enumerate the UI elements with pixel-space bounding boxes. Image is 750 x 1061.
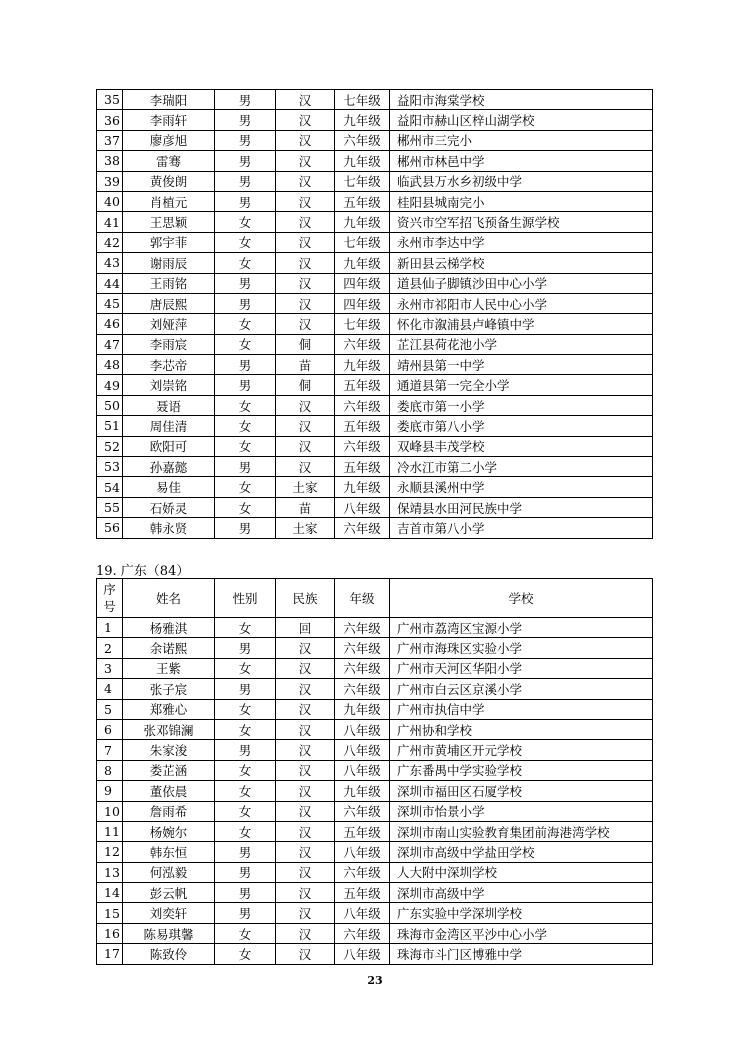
table-row xyxy=(97,923,653,943)
table-row xyxy=(97,719,653,739)
cell-grade: 七年级 xyxy=(335,171,390,191)
cell-gender: 女 xyxy=(215,719,276,739)
cell-number: 2 xyxy=(97,638,123,658)
cell-ethnicity: 汉 xyxy=(276,436,335,456)
cell-school: 广州市海珠区实验小学 xyxy=(390,638,653,658)
table-row xyxy=(97,518,653,538)
table-row xyxy=(97,699,653,719)
table-row xyxy=(97,171,653,191)
cell-name: 谢雨辰 xyxy=(123,253,215,273)
cell-number: 45 xyxy=(97,293,123,313)
cell-name: 杨雅淇 xyxy=(123,618,215,638)
table-header xyxy=(97,579,653,618)
cell-gender: 女 xyxy=(215,334,276,354)
cell-number: 8 xyxy=(97,760,123,780)
table-row xyxy=(97,457,653,477)
student-table-continued xyxy=(96,89,653,539)
cell-school: 道县仙子脚镇沙田中心小学 xyxy=(390,273,653,293)
cell-gender: 男 xyxy=(215,191,276,211)
table-row xyxy=(97,253,653,273)
cell-grade: 六年级 xyxy=(335,618,390,638)
cell-school: 广州市荔湾区宝源小学 xyxy=(390,618,653,638)
cell-gender: 男 xyxy=(215,457,276,477)
cell-number: 1 xyxy=(97,618,123,638)
cell-name: 廖彦旭 xyxy=(123,130,215,150)
student-table-guangdong xyxy=(96,578,653,965)
cell-name: 陈致伶 xyxy=(123,944,215,964)
cell-grade: 九年级 xyxy=(335,151,390,171)
cell-grade: 五年级 xyxy=(335,457,390,477)
table-row xyxy=(97,90,653,110)
cell-name: 李雨宸 xyxy=(123,334,215,354)
cell-school: 广东实验中学深圳学校 xyxy=(390,903,653,923)
cell-grade: 六年级 xyxy=(335,638,390,658)
header-school: 学校 xyxy=(390,579,653,618)
cell-school: 永州市李达中学 xyxy=(390,232,653,252)
table-row xyxy=(97,416,653,436)
cell-grade: 六年级 xyxy=(335,130,390,150)
cell-name: 刘娅萍 xyxy=(123,314,215,334)
cell-school: 通道县第一完全小学 xyxy=(390,375,653,395)
table-row xyxy=(97,903,653,923)
table-row xyxy=(97,801,653,821)
cell-name: 唐辰熙 xyxy=(123,293,215,313)
cell-name: 肖植元 xyxy=(123,191,215,211)
cell-name: 石娇灵 xyxy=(123,497,215,517)
table-row xyxy=(97,658,653,678)
cell-name: 彭云帆 xyxy=(123,883,215,903)
cell-school: 人大附中深圳学校 xyxy=(390,862,653,882)
table-row xyxy=(97,477,653,497)
table-row xyxy=(97,436,653,456)
cell-grade: 八年级 xyxy=(335,497,390,517)
cell-gender: 女 xyxy=(215,436,276,456)
cell-name: 娄芷涵 xyxy=(123,760,215,780)
cell-school: 珠海市斗门区博雅中学 xyxy=(390,944,653,964)
cell-grade: 九年级 xyxy=(335,477,390,497)
cell-name: 聂语 xyxy=(123,395,215,415)
cell-name: 王思颖 xyxy=(123,212,215,232)
cell-grade: 六年级 xyxy=(335,334,390,354)
header-name: 姓名 xyxy=(123,579,215,618)
cell-ethnicity: 汉 xyxy=(276,760,335,780)
cell-number: 51 xyxy=(97,416,123,436)
cell-number: 6 xyxy=(97,719,123,739)
cell-school: 深圳市南山实验教育集团前海港湾学校 xyxy=(390,821,653,841)
table-row xyxy=(97,191,653,211)
cell-ethnicity: 汉 xyxy=(276,212,335,232)
cell-ethnicity: 回 xyxy=(276,618,335,638)
cell-name: 张子宸 xyxy=(123,679,215,699)
cell-grade: 四年级 xyxy=(335,293,390,313)
section-title: 19. 广东（84） xyxy=(96,564,190,579)
cell-gender: 男 xyxy=(215,518,276,538)
cell-number: 43 xyxy=(97,253,123,273)
header-ethnicity: 民族 xyxy=(276,579,335,618)
cell-gender: 女 xyxy=(215,314,276,334)
cell-ethnicity: 汉 xyxy=(276,658,335,678)
cell-school: 娄底市第八小学 xyxy=(390,416,653,436)
cell-name: 李芯帝 xyxy=(123,355,215,375)
cell-ethnicity: 汉 xyxy=(276,273,335,293)
cell-grade: 六年级 xyxy=(335,518,390,538)
cell-gender: 女 xyxy=(215,821,276,841)
cell-ethnicity: 汉 xyxy=(276,638,335,658)
cell-name: 何泓毅 xyxy=(123,862,215,882)
cell-ethnicity: 汉 xyxy=(276,719,335,739)
cell-name: 余诺熙 xyxy=(123,638,215,658)
cell-name: 李雨轩 xyxy=(123,110,215,130)
cell-school: 资兴市空军招飞预备生源学校 xyxy=(390,212,653,232)
cell-number: 16 xyxy=(97,923,123,943)
cell-number: 5 xyxy=(97,699,123,719)
cell-name: 郑雅心 xyxy=(123,699,215,719)
cell-school: 桂阳县城南完小 xyxy=(390,191,653,211)
cell-gender: 女 xyxy=(215,760,276,780)
cell-gender: 男 xyxy=(215,862,276,882)
cell-grade: 九年级 xyxy=(335,212,390,232)
cell-school: 新田县云梯学校 xyxy=(390,253,653,273)
cell-ethnicity: 汉 xyxy=(276,883,335,903)
cell-name: 韩东恒 xyxy=(123,842,215,862)
cell-grade: 八年级 xyxy=(335,944,390,964)
cell-gender: 男 xyxy=(215,293,276,313)
cell-gender: 女 xyxy=(215,477,276,497)
cell-grade: 九年级 xyxy=(335,781,390,801)
cell-gender: 女 xyxy=(215,395,276,415)
table-row xyxy=(97,760,653,780)
cell-name: 雷骞 xyxy=(123,151,215,171)
cell-school: 吉首市第八小学 xyxy=(390,518,653,538)
cell-grade: 九年级 xyxy=(335,355,390,375)
table-row xyxy=(97,944,653,964)
cell-gender: 女 xyxy=(215,944,276,964)
cell-grade: 五年级 xyxy=(335,191,390,211)
table-row xyxy=(97,314,653,334)
table-row xyxy=(97,375,653,395)
cell-school: 郴州市林邑中学 xyxy=(390,151,653,171)
cell-number: 10 xyxy=(97,801,123,821)
cell-grade: 五年级 xyxy=(335,416,390,436)
cell-grade: 九年级 xyxy=(335,110,390,130)
cell-ethnicity: 侗 xyxy=(276,334,335,354)
cell-grade: 九年级 xyxy=(335,699,390,719)
cell-ethnicity: 汉 xyxy=(276,923,335,943)
header-number-line1: 序 xyxy=(103,582,116,597)
cell-name: 王雨铭 xyxy=(123,273,215,293)
table-row xyxy=(97,883,653,903)
cell-number: 40 xyxy=(97,191,123,211)
cell-name: 周佳清 xyxy=(123,416,215,436)
table-row xyxy=(97,334,653,354)
cell-gender: 男 xyxy=(215,171,276,191)
cell-gender: 女 xyxy=(215,253,276,273)
student-table-guangdong-body xyxy=(97,618,653,965)
cell-name: 易佳 xyxy=(123,477,215,497)
cell-gender: 女 xyxy=(215,232,276,252)
cell-school: 广东番禺中学实验学校 xyxy=(390,760,653,780)
cell-grade: 六年级 xyxy=(335,923,390,943)
cell-school: 广州市白云区京溪小学 xyxy=(390,679,653,699)
cell-name: 李瑞阳 xyxy=(123,90,215,110)
cell-school: 广州市执信中学 xyxy=(390,699,653,719)
cell-number: 50 xyxy=(97,395,123,415)
cell-gender: 男 xyxy=(215,883,276,903)
page-number: 23 xyxy=(367,974,383,987)
table-row xyxy=(97,151,653,171)
cell-ethnicity: 汉 xyxy=(276,781,335,801)
cell-name: 孙嘉懿 xyxy=(123,457,215,477)
table-row xyxy=(97,395,653,415)
cell-school: 深圳市高级中学 xyxy=(390,883,653,903)
cell-grade: 七年级 xyxy=(335,232,390,252)
cell-grade: 八年级 xyxy=(335,760,390,780)
cell-school: 怀化市溆浦县卢峰镇中学 xyxy=(390,314,653,334)
cell-ethnicity: 汉 xyxy=(276,90,335,110)
cell-ethnicity: 汉 xyxy=(276,191,335,211)
cell-name: 韩永贤 xyxy=(123,518,215,538)
cell-gender: 女 xyxy=(215,618,276,638)
cell-school: 双峰县丰茂学校 xyxy=(390,436,653,456)
cell-gender: 男 xyxy=(215,273,276,293)
cell-number: 11 xyxy=(97,821,123,841)
cell-ethnicity: 汉 xyxy=(276,903,335,923)
cell-school: 深圳市怡景小学 xyxy=(390,801,653,821)
cell-school: 广州协和学校 xyxy=(390,719,653,739)
table-row xyxy=(97,293,653,313)
cell-grade: 八年级 xyxy=(335,740,390,760)
header-number xyxy=(97,579,123,618)
cell-number: 42 xyxy=(97,232,123,252)
cell-grade: 七年级 xyxy=(335,314,390,334)
table-row xyxy=(97,740,653,760)
cell-name: 张邓锦澜 xyxy=(123,719,215,739)
cell-gender: 男 xyxy=(215,679,276,699)
cell-number: 53 xyxy=(97,457,123,477)
table-row xyxy=(97,638,653,658)
cell-number: 55 xyxy=(97,497,123,517)
header-grade: 年级 xyxy=(335,579,390,618)
cell-number: 12 xyxy=(97,842,123,862)
cell-gender: 男 xyxy=(215,110,276,130)
cell-school: 珠海市金湾区平沙中心小学 xyxy=(390,923,653,943)
cell-gender: 女 xyxy=(215,497,276,517)
cell-number: 9 xyxy=(97,781,123,801)
cell-ethnicity: 汉 xyxy=(276,130,335,150)
cell-school: 永州市祁阳市人民中心小学 xyxy=(390,293,653,313)
cell-ethnicity: 汉 xyxy=(276,395,335,415)
table-row xyxy=(97,497,653,517)
cell-grade: 八年级 xyxy=(335,719,390,739)
cell-name: 黄俊朗 xyxy=(123,171,215,191)
table-row xyxy=(97,842,653,862)
cell-number: 4 xyxy=(97,679,123,699)
cell-name: 陈易琪馨 xyxy=(123,923,215,943)
cell-number: 15 xyxy=(97,903,123,923)
cell-name: 詹雨希 xyxy=(123,801,215,821)
cell-school: 郴州市三完小 xyxy=(390,130,653,150)
cell-name: 欧阳可 xyxy=(123,436,215,456)
cell-grade: 五年级 xyxy=(335,821,390,841)
cell-school: 广州市天河区华阳小学 xyxy=(390,658,653,678)
cell-ethnicity: 侗 xyxy=(276,375,335,395)
cell-grade: 六年级 xyxy=(335,395,390,415)
cell-number: 13 xyxy=(97,862,123,882)
cell-grade: 六年级 xyxy=(335,436,390,456)
cell-name: 王紫 xyxy=(123,658,215,678)
cell-number: 47 xyxy=(97,334,123,354)
cell-ethnicity: 汉 xyxy=(276,416,335,436)
cell-school: 深圳市福田区石厦学校 xyxy=(390,781,653,801)
cell-ethnicity: 汉 xyxy=(276,801,335,821)
cell-grade: 六年级 xyxy=(335,658,390,678)
cell-name: 刘崇铭 xyxy=(123,375,215,395)
cell-gender: 女 xyxy=(215,781,276,801)
cell-number: 56 xyxy=(97,518,123,538)
cell-ethnicity: 汉 xyxy=(276,232,335,252)
cell-gender: 男 xyxy=(215,740,276,760)
cell-ethnicity: 汉 xyxy=(276,253,335,273)
cell-school: 芷江县荷花池小学 xyxy=(390,334,653,354)
cell-grade: 六年级 xyxy=(335,801,390,821)
cell-number: 17 xyxy=(97,944,123,964)
cell-number: 44 xyxy=(97,273,123,293)
cell-school: 深圳市高级中学盐田学校 xyxy=(390,842,653,862)
cell-school: 保靖县水田河民族中学 xyxy=(390,497,653,517)
table-row xyxy=(97,618,653,638)
cell-gender: 女 xyxy=(215,801,276,821)
cell-number: 37 xyxy=(97,130,123,150)
cell-name: 董依晨 xyxy=(123,781,215,801)
cell-grade: 五年级 xyxy=(335,375,390,395)
cell-gender: 男 xyxy=(215,638,276,658)
table-row xyxy=(97,679,653,699)
cell-name: 刘奕轩 xyxy=(123,903,215,923)
cell-ethnicity: 汉 xyxy=(276,862,335,882)
table-row xyxy=(97,355,653,375)
cell-ethnicity: 汉 xyxy=(276,314,335,334)
cell-name: 郭宇菲 xyxy=(123,232,215,252)
cell-number: 54 xyxy=(97,477,123,497)
cell-gender: 男 xyxy=(215,90,276,110)
table-row xyxy=(97,232,653,252)
table-row xyxy=(97,110,653,130)
cell-number: 14 xyxy=(97,883,123,903)
cell-school: 娄底市第一小学 xyxy=(390,395,653,415)
cell-number: 52 xyxy=(97,436,123,456)
cell-ethnicity: 汉 xyxy=(276,679,335,699)
cell-grade: 五年级 xyxy=(335,883,390,903)
cell-grade: 九年级 xyxy=(335,253,390,273)
table-row xyxy=(97,862,653,882)
cell-number: 49 xyxy=(97,375,123,395)
cell-ethnicity: 汉 xyxy=(276,110,335,130)
cell-ethnicity: 汉 xyxy=(276,821,335,841)
cell-grade: 六年级 xyxy=(335,679,390,699)
cell-school: 益阳市赫山区梓山湖学校 xyxy=(390,110,653,130)
cell-ethnicity: 汉 xyxy=(276,740,335,760)
cell-name: 杨婉尔 xyxy=(123,821,215,841)
cell-gender: 男 xyxy=(215,130,276,150)
table-row xyxy=(97,821,653,841)
table-row xyxy=(97,212,653,232)
cell-ethnicity: 汉 xyxy=(276,151,335,171)
cell-name: 朱家浚 xyxy=(123,740,215,760)
cell-school: 靖州县第一中学 xyxy=(390,355,653,375)
cell-number: 38 xyxy=(97,151,123,171)
cell-number: 39 xyxy=(97,171,123,191)
cell-ethnicity: 土家 xyxy=(276,477,335,497)
cell-school: 冷水江市第二小学 xyxy=(390,457,653,477)
table-header-row xyxy=(97,579,653,618)
cell-gender: 女 xyxy=(215,416,276,436)
cell-grade: 四年级 xyxy=(335,273,390,293)
cell-grade: 八年级 xyxy=(335,903,390,923)
cell-ethnicity: 土家 xyxy=(276,518,335,538)
cell-grade: 八年级 xyxy=(335,842,390,862)
cell-school: 永顺县溪州中学 xyxy=(390,477,653,497)
cell-gender: 男 xyxy=(215,151,276,171)
cell-grade: 七年级 xyxy=(335,90,390,110)
header-gender: 性别 xyxy=(215,579,276,618)
cell-number: 35 xyxy=(97,90,123,110)
cell-gender: 男 xyxy=(215,842,276,862)
cell-gender: 男 xyxy=(215,903,276,923)
cell-ethnicity: 汉 xyxy=(276,699,335,719)
cell-school: 益阳市海棠学校 xyxy=(390,90,653,110)
cell-number: 41 xyxy=(97,212,123,232)
cell-ethnicity: 汉 xyxy=(276,171,335,191)
cell-gender: 男 xyxy=(215,355,276,375)
cell-ethnicity: 汉 xyxy=(276,293,335,313)
cell-school: 广州市黄埔区开元学校 xyxy=(390,740,653,760)
cell-gender: 女 xyxy=(215,658,276,678)
table-row xyxy=(97,130,653,150)
cell-gender: 男 xyxy=(215,375,276,395)
header-number-line2: 号 xyxy=(103,599,116,614)
cell-number: 3 xyxy=(97,658,123,678)
cell-gender: 女 xyxy=(215,699,276,719)
cell-school: 临武县万水乡初级中学 xyxy=(390,171,653,191)
cell-ethnicity: 苗 xyxy=(276,355,335,375)
cell-ethnicity: 汉 xyxy=(276,944,335,964)
cell-gender: 女 xyxy=(215,923,276,943)
table-row xyxy=(97,273,653,293)
cell-ethnicity: 汉 xyxy=(276,842,335,862)
student-table-continued-body xyxy=(97,90,653,539)
cell-number: 46 xyxy=(97,314,123,334)
cell-number: 48 xyxy=(97,355,123,375)
table-row xyxy=(97,781,653,801)
cell-number: 7 xyxy=(97,740,123,760)
cell-ethnicity: 汉 xyxy=(276,457,335,477)
cell-ethnicity: 苗 xyxy=(276,497,335,517)
cell-number: 36 xyxy=(97,110,123,130)
cell-grade: 六年级 xyxy=(335,862,390,882)
cell-gender: 女 xyxy=(215,212,276,232)
